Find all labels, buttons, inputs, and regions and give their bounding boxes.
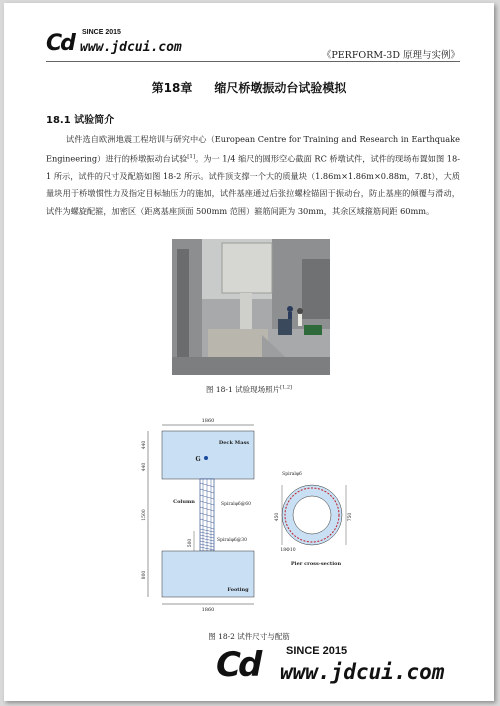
- chapter-title: 缩尺桥墩振动台试验模拟: [214, 81, 347, 95]
- dim-450-label: 450: [275, 512, 280, 522]
- test-site-photo-image: [172, 239, 330, 375]
- pier-inner-circle: [293, 496, 331, 534]
- dim-440b-label: 440: [142, 462, 147, 472]
- logo-mark: Cd: [46, 31, 74, 56]
- cross-spiral-label: Spiralφ6: [282, 472, 302, 477]
- chapter-heading: [4, 79, 494, 96]
- logo-since: SINCE 2015: [82, 29, 121, 36]
- test-site-photo: [172, 239, 330, 375]
- figure1-caption: [4, 384, 494, 395]
- footer-logo-since: SINCE 2015: [286, 645, 348, 657]
- center-of-gravity-label: G: [195, 456, 201, 463]
- dim-500-label: 500: [188, 538, 193, 548]
- spiral-60-label: Spiralφ6@60: [221, 502, 251, 507]
- citation-ref: [1]: [187, 153, 196, 160]
- footer-logo: [216, 643, 486, 693]
- logo-url: www.jdcui.com: [80, 40, 182, 55]
- paragraph-text-1: 试件选自欧洲地震工程培训与研究中心（European Centre for Training and Research in Earthquake Engineering）进行的桥墩振动台试验: [46, 134, 460, 164]
- section-title: 18.1 试验简介: [46, 115, 115, 126]
- specimen-drawing: [132, 411, 380, 623]
- figure2-caption: 图 18-2 试件尺寸与配筋: [208, 632, 290, 641]
- paragraph-text-2: 。为一 1/4 缩尺的圆形空心截面 RC 桥墩试件，试件的现场布置如图 18-1 所示，试件的尺寸及配筋如图 18-2 所示。试件顶支撑一个大的质量块（1.86m×1.86m×0.88m，7.8t），大质量块用于桥墩惯性力及指定目标轴压力的施加，试件基座通过后张拉螺栓锚固于振动台，防止基座的倾覆与滑动，试件为螺旋配箍，加密区（距离基座顶面 500mm 范围）箍筋间距为 30mm，其余区域箍筋间距 60mm。: [46, 153, 460, 216]
- bars-label: 18Φ10: [280, 548, 296, 553]
- chapter-number: 第18章: [151, 81, 193, 95]
- header-rule: [46, 61, 460, 62]
- dim-440-label: 440: [142, 440, 147, 450]
- document-page: [4, 3, 494, 701]
- spiral-30-label: Spiralφ6@30: [217, 538, 247, 543]
- dim-750-label: 750: [348, 512, 353, 522]
- dim-1500-label: 1500: [142, 509, 147, 521]
- deck-mass-label: Deck Mass: [218, 440, 250, 446]
- dim-800-label: 800: [142, 570, 147, 580]
- intro-paragraph: [46, 131, 460, 220]
- header-logo: [46, 27, 196, 59]
- footing-label: Footing: [227, 587, 249, 593]
- deck-mass-block: [162, 431, 254, 479]
- figure1-caption-text: 图 18-1 试验现场照片: [206, 385, 281, 394]
- center-of-gravity-marker: [204, 456, 208, 460]
- footer-logo-url: www.jdcui.com: [280, 660, 445, 684]
- cross-section-label: Pier cross-section: [290, 561, 342, 567]
- bottom-width-label: 1860: [201, 607, 215, 613]
- column-label: Column: [173, 499, 195, 505]
- top-width-label: 1860: [201, 418, 215, 424]
- book-title: 《PERFORM-3D 原理与实例》: [321, 50, 460, 61]
- figure1-caption-ref: [1,2]: [280, 384, 292, 391]
- footer-logo-mark: Cd: [216, 645, 260, 685]
